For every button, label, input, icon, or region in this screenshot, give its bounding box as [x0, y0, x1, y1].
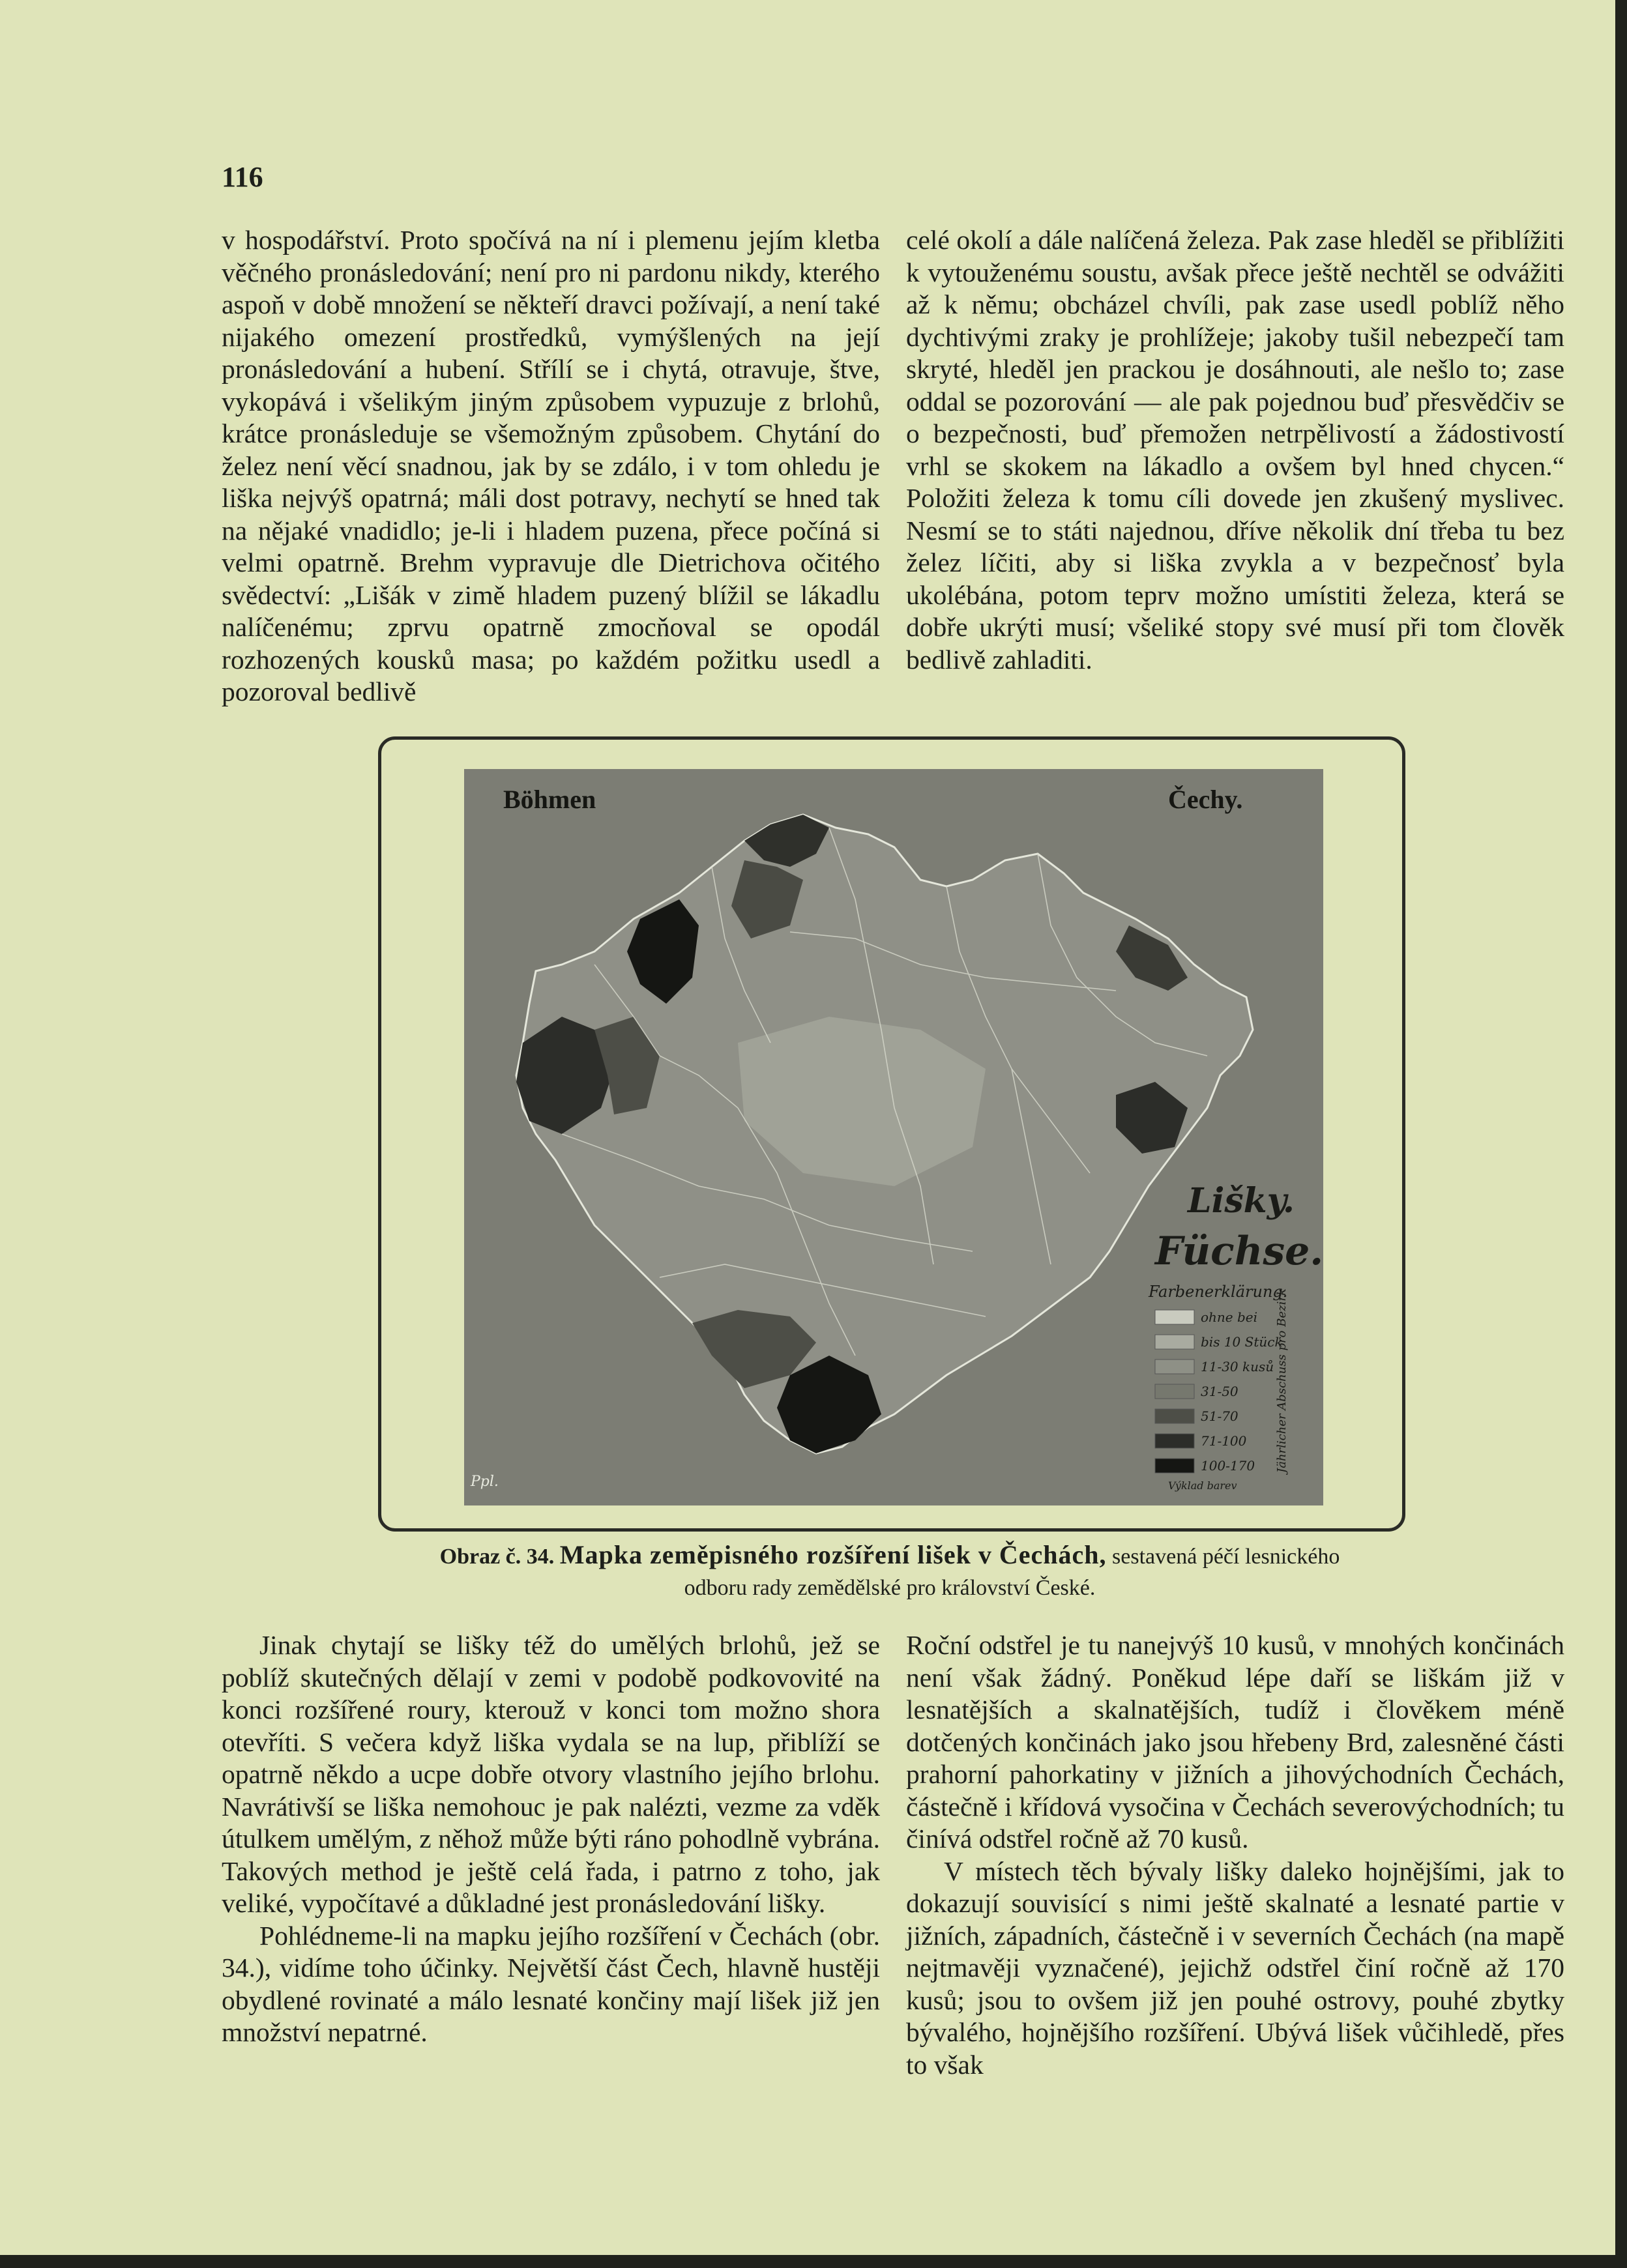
caption-title: Mapka zeměpisného rozšíření lišek v Čechách,	[559, 1540, 1107, 1569]
paragraph: Jinak chytají se lišky též do umělých brlohů, jež se poblíž skutečných dělají v zemi v podobě podkovovité na konci rozšířené roury, kterouž v konci tom možno shora otevříti. S večera když liška vydala se na lup, přiblíží se opatrně někdo a ucpe dobře otvory vlastního jejího brlohu. Navrátivší se liška nemohouc je pak nalézti, vezme za vděk útulkem umělým, z něhož může býti ráno pohodlně vybrána. Takových method je ještě celá řada, i patrno z toho, jak veliké, vypočítavé a důkladné jest pronásledování lišky.	[222, 1630, 880, 1918]
bottom-left-column	[222, 1629, 880, 2049]
legend-swatch-5	[1155, 1409, 1194, 1423]
legend-label: 71-100	[1201, 1433, 1247, 1449]
map-signature: Ppl.	[471, 1474, 499, 1490]
map-title-right: Čechy.	[1168, 785, 1243, 814]
caption-line2: odboru rady zemědělské pro království České.	[684, 1576, 1096, 1600]
bottom-right-column	[906, 1629, 1564, 2081]
legend-label: 100-170	[1201, 1458, 1255, 1474]
legend-footer: Výklad barev	[1168, 1479, 1237, 1492]
paragraph: Pohlédneme-li na mapku jejího rozšíření v Čechách (obr. 34.), vidíme toho účinky. Největší část Čech, hlavně hustěji obydlené rovinaté a málo lesnaté končiny mají lišek již jen množství nepatrné.	[222, 1920, 880, 2047]
paragraph: celé okolí a dále nalíčená železa. Pak zase hleděl se přiblížiti k vytouženému soustu, avšak přece ještě nechtěl se odvážiti až k němu; obcházel chvíli, pak zase usedl poblíž něho dychtivými zraky je prohlížeje; jakoby tušil nebezpečí tam skryté, hleděl jen prackou je dosáhnouti, ale nešlo to; zase oddal se pozorování — ale pak pojednou buď přesvědčiv se o bezpečnosti, buď přemožen netrpělivostí a žádostivostí vrhl se skokem na lákadlo a ovšem byl hned chycen.“ Položiti železa k tomu cíli dovede jen zkušený myslivec. Nesmí se to státi najednou, dříve několik dní třeba tu bez želez líčiti, aby si liška zvykla a v bezpečnosť byla ukolébána, potom teprv možno umístiti železa, která se dobře ukrýti musí; všeliké stopy své musí při tom člověk bedlivě zahladiti.	[906, 225, 1564, 675]
caption-line1-rest: sestavená péčí lesnického	[1112, 1545, 1340, 1569]
legend-label: 11-30 kusů	[1201, 1359, 1274, 1374]
legend-side-text: Jährlicher Abschuss pro Bezirk	[1275, 1288, 1289, 1473]
legend-swatch-6	[1155, 1434, 1194, 1448]
legend-swatches	[1155, 1310, 1194, 1473]
legend-swatch-3	[1155, 1359, 1194, 1374]
paragraph: V místech těch bývaly lišky daleko hojnějšími, jak to dokazují souvisící s nimi ještě skalnaté a lesnaté partie v jižních, západních, částečně i v severních Čechách (na mapě nejtmavěji vyznačené), jejichž odstřel činí ročně až 170 kusů; jsou to ovšem již jen pouhé ostrovy, pouhé zbytky bývalého, hojnějšího rozšíření. Ubývá lišek vůčihledě, přes to však	[906, 1855, 1564, 2080]
legend-swatch-1	[1155, 1310, 1194, 1324]
legend-heading: Farbenerklärung.	[1149, 1283, 1288, 1301]
legend-title-german: Füchse.	[1155, 1228, 1323, 1274]
legend-swatch-7	[1155, 1459, 1194, 1473]
paragraph: v hospodářství. Proto spočívá na ní i plemenu jejím kletba věčného pronásledování; není pro ni pardonu nikdy, kterého aspoň v době množení se někteří dravci požívají, a není také nijakého omezení prostředků, vymýšlených na její pronásledování a hubení. Střílí se i chytá, otravuje, štve, vykopává i všelikým jiným způsobem vypuzuje z brlohů, krátce pronásleduje se všemožným způsobem. Chytání do želez není věcí snadnou, jak by se zdálo, i v tom ohledu je liška nejvýš opatrná; máli dost potravy, nechytí se hned tak na nějaké vnadidlo; je-li i hladem puzena, přece počíná si velmi opatrně. Brehm vypravuje dle Dietrichova očitého svědectví: „Lišák v zimě hladem puzený blížil se lákadlu nalíčenému; zprvu opatrně zmocňoval se opodál rozhozených kousků masa; po každém požitku usedl a pozoroval bedlivě	[222, 225, 880, 706]
legend-title-czech: Lišky.	[1188, 1181, 1295, 1221]
map-graphic	[464, 769, 1323, 1505]
figure-caption	[378, 1539, 1401, 1604]
legend-label: ohne bei	[1201, 1309, 1258, 1325]
legend-label: bis 10 Stück	[1201, 1334, 1283, 1350]
caption-label: Obraz č. 34.	[439, 1545, 555, 1569]
paragraph: Roční odstřel je tu nanejvýš 10 kusů, v mnohých končinách není však žádný. Poněkud lépe daří se liškám již v lesnatějších a skalnatějších, tudíž i člověkem méně dotčených končinách jako jsou hřebeny Brd, zalesněné části prahorní pahorkatiny v jižních a jihovýchodních Čechách, částečně i křídová vysočina v Čechách severovýchodních; tu činívá odstřel ročně až 70 kusů.	[906, 1630, 1564, 1854]
legend-swatch-4	[1155, 1384, 1194, 1399]
page-number: 116	[222, 161, 263, 193]
fox-distribution-map	[464, 769, 1323, 1505]
legend-swatch-2	[1155, 1335, 1194, 1349]
top-right-column	[906, 224, 1564, 676]
map-title-left: Böhmen	[503, 785, 596, 814]
legend-label: 31-50	[1201, 1384, 1239, 1399]
top-left-column	[222, 224, 880, 708]
legend-label: 51-70	[1201, 1408, 1239, 1424]
